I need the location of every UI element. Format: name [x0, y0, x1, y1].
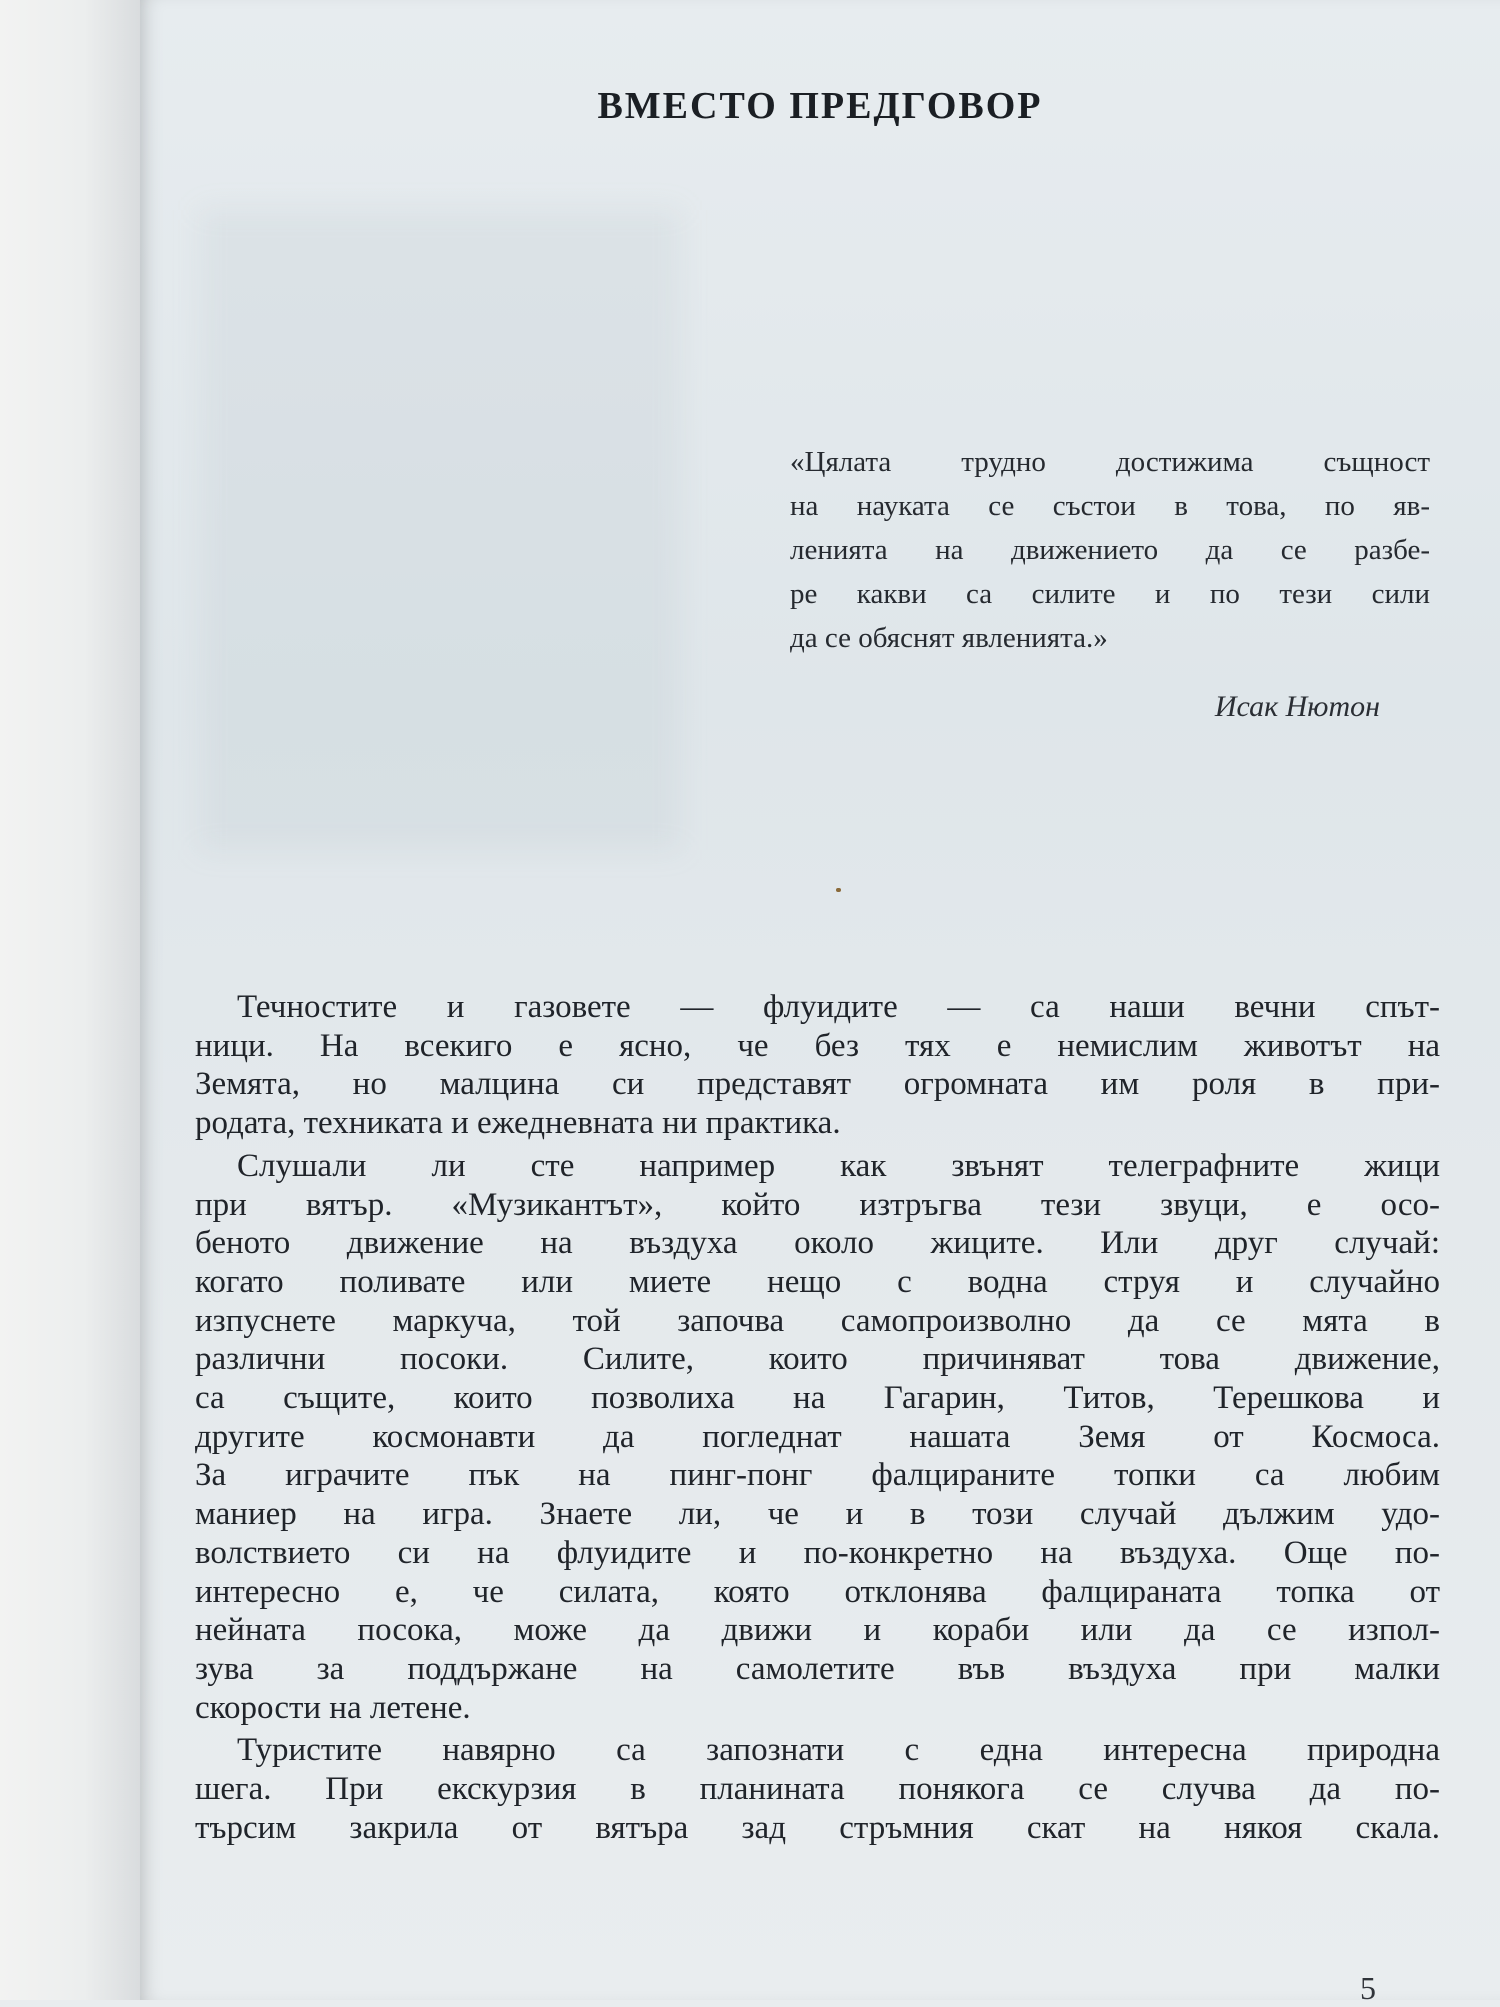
text-line: нейната посока, може да движи и кораби или да се изпол-: [195, 1612, 1440, 1649]
epigraph-line: да се обяснят явленията.»: [790, 622, 1108, 654]
text-line: За играчите пък на пинг-понг фалцираните топки са любим: [195, 1457, 1440, 1494]
text-line: при вятър. «Музикантът», който изтръгва тези звуци, е осо-: [195, 1186, 1440, 1223]
text-line: различни посоки. Силите, които причиняват това движение,: [195, 1341, 1440, 1378]
text-line: интересно е, че силата, която отклонява фалцираната топка от: [195, 1573, 1440, 1610]
text-line: зува за поддържане на самолетите във въздуха при малки: [195, 1650, 1440, 1687]
text-line: са същите, които позволиха на Гагарин, Титов, Терешкова и: [195, 1380, 1440, 1417]
book-page: [140, 0, 1500, 2006]
page-number: 5: [1360, 1970, 1376, 2006]
epigraph-line: ре какви са силите и по тези сили: [790, 578, 1430, 610]
ink-speck: [836, 888, 841, 892]
page-title: ВМЕСТО ПРЕДГОВОР: [597, 85, 1043, 127]
text-line: Земята, но малцина си представят огромната им роля в при-: [195, 1066, 1440, 1103]
epigraph-line: на науката се състои в това, по яв-: [790, 490, 1430, 522]
body-text: [195, 988, 1440, 1847]
text-line: ници. На всекиго е ясно, че без тях е немислим животът на: [195, 1027, 1440, 1064]
text-line: Слушали ли сте например как звънят телеграфните жици: [237, 1147, 1440, 1184]
epigraph-line: ленията на движението да се разбе-: [790, 534, 1430, 566]
text-line: търсим закрила от вятъра зад стръмния скат на някоя скала.: [195, 1809, 1440, 1846]
text-line: скорости на летене.: [195, 1689, 471, 1726]
text-line: волствието си на флуидите и по-конкретно на въздуха. Още по-: [195, 1534, 1440, 1571]
epigraph-author: Исак Нютон: [1214, 690, 1380, 723]
epigraph: [790, 440, 1430, 660]
text-line: маниер на игра. Знаете ли, че и в този случай дължим удо-: [195, 1496, 1440, 1533]
book-gutter: [0, 0, 140, 2000]
text-line: родата, техниката и ежедневната ни практика.: [195, 1105, 841, 1142]
text-line: Течностите и газовете — флуидите — са наши вечни спът-: [237, 989, 1440, 1025]
epigraph-line: «Цялата трудно достижима същност: [790, 446, 1430, 478]
text-line: беното движение на въздуха около жиците. Или друг случай:: [195, 1225, 1440, 1262]
text-line: другите космонавти да погледнат нашата Земя от Космоса.: [195, 1418, 1440, 1455]
text-line: Туристите навярно са запознати с една интересна природна: [237, 1732, 1440, 1769]
text-line: изпуснете маркуча, той започва самопроизволно да се мята в: [195, 1302, 1440, 1339]
text-line: когато поливате или миете нещо с водна струя и случайно: [195, 1263, 1440, 1300]
show-through-shadow: [200, 210, 680, 850]
text-line: шега. При екскурзия в планината понякога се случва да по-: [195, 1771, 1440, 1808]
